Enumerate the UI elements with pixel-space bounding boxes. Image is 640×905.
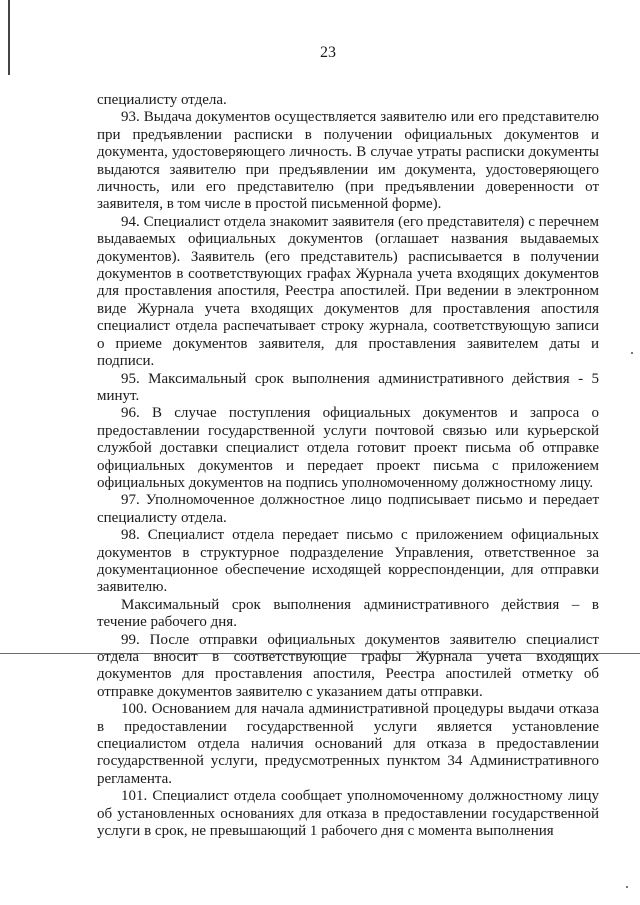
paragraph: 101. Специалист отдела сообщает уполномоченному должностному лицу об установленных основаниях для отказа в предоставлении государственной услуги в срок, не превышающий 1 рабочего дня с момента выполнения — [97, 788, 599, 840]
scan-edge-mark — [8, 0, 10, 75]
paragraph: 100. Основанием для начала административной процедуры выдачи отказа в предоставлении государственной услуги является установление специалистом отдела наличия оснований для отказа в предоставлении государственной услуги, предусмотренных пунктом 34 Административного регламента. — [97, 701, 599, 787]
paragraph: 95. Максимальный срок выполнения административного действия - 5 минут. — [97, 370, 599, 404]
page-number: 23 — [320, 44, 336, 61]
scan-speck — [626, 886, 628, 888]
paragraph: 94. Специалист отдела знакомит заявителя (его представителя) с перечнем выдаваемых официальных документов (оглашает названия выдаваемых документов). Заявитель (его представитель) расписывается в получении документов в соответствующих графах Журнала учета входящих документов для проставления апостиля, Реестра апостилей. При ведении в электронном виде Журнала учета входящих документов для проставления апостиля специалист отдела распечатывает строку журнала, соответствующую записи о приеме документов заявителя, для проставления заявителем даты и подписи. — [97, 213, 599, 370]
paragraph: специалисту отдела. — [97, 92, 227, 108]
paragraph: Максимальный срок выполнения административного действия – в течение рабочего дня. — [97, 596, 599, 631]
paragraph: 93. Выдача документов осуществляется заявителю или его представителю при предъявлении расписки в получении официальных документов и документа, удостоверяющего личность. В случае утраты расписки документы выдаются заявителю при предъявлении им документа, удостоверяющего личность, или его представителю (при предъявлении доверенности от заявителя, в том числе в простой письменной форме). — [97, 109, 599, 213]
scan-speck — [631, 352, 633, 354]
paragraph: 99. После отправки официальных документов заявителю специалист отдела вносит в соответствующие графы Журнала учета входящих документов для проставления апостиля, Реестра апостилей отметку об отправке документов заявителю с указанием даты отправки. — [97, 631, 599, 700]
paragraph: 96. В случае поступления официальных документов и запроса о предоставлении государственной услуги почтовой связью или курьерской службой доставки специалист отдела готовит проект письма об отправке официальных документов и передает проект письма с приложением официальных документов на подпись уполномоченному должностному лицу. — [97, 405, 599, 491]
document-body — [97, 92, 599, 840]
paragraph: 98. Специалист отдела передает письмо с приложением официальных документов в структурное подразделение Управления, ответственное за документационное обеспечение исходящей корреспонденции, для отправки заявителю. — [97, 527, 599, 596]
paragraph: 97. Уполномоченное должностное лицо подписывает письмо и передает специалисту отдела. — [97, 492, 599, 526]
